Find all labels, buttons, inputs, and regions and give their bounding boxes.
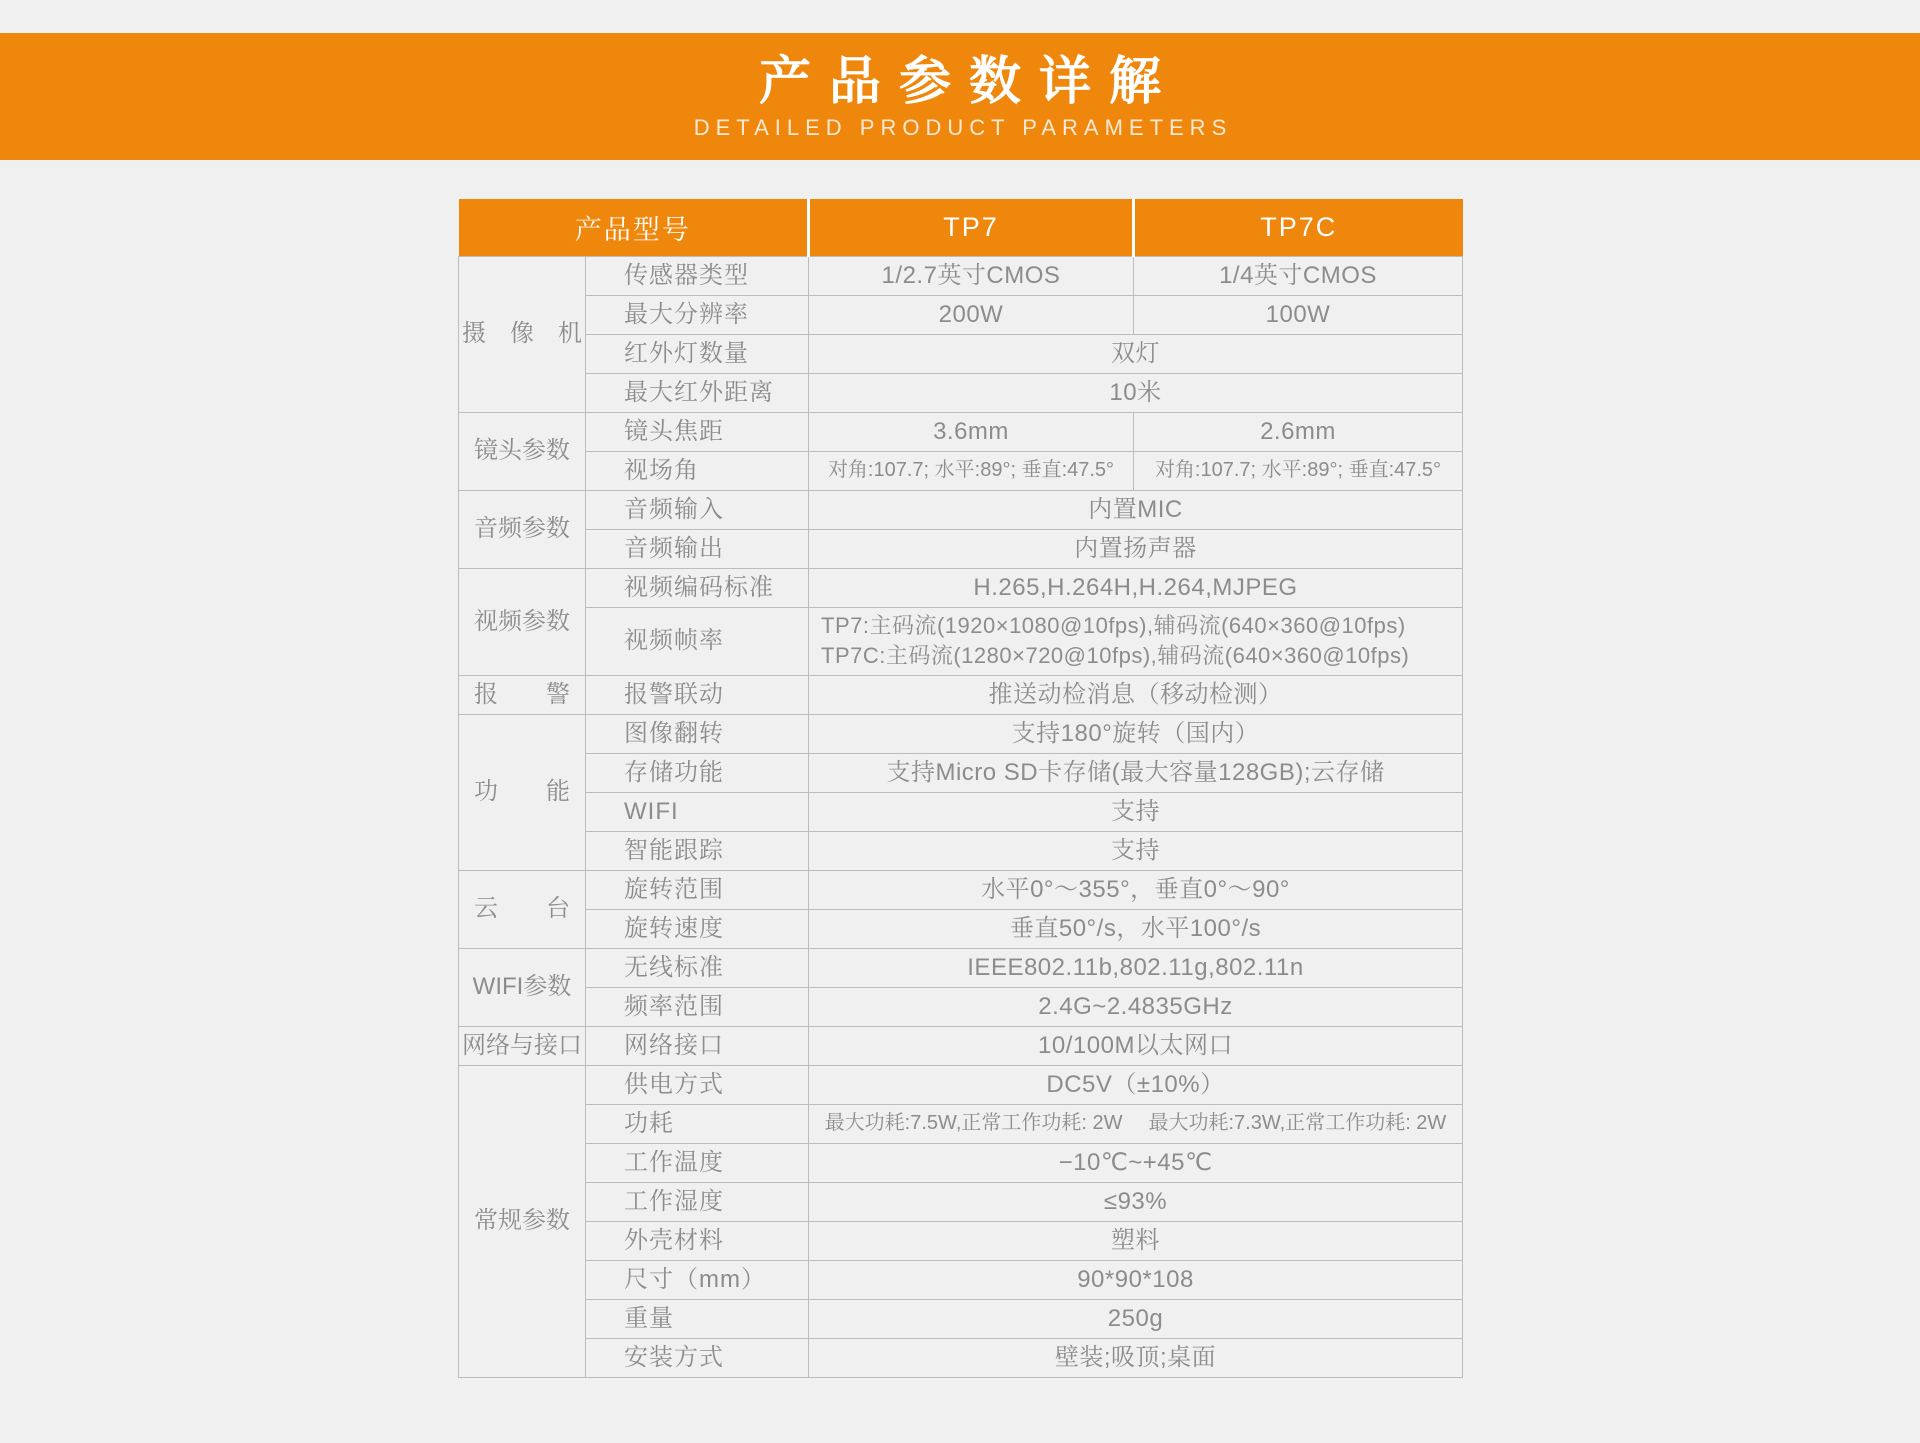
table-row	[459, 490, 1463, 529]
category-wifi-params: WIFI参数	[459, 948, 586, 1026]
value-power	[809, 1104, 1463, 1143]
table-row	[459, 870, 1463, 909]
table-row	[459, 568, 1463, 607]
param-material: 外壳材料	[586, 1221, 809, 1260]
header-row	[459, 199, 1463, 256]
category-network: 网络与接口	[459, 1026, 586, 1065]
param-ir-distance: 最大红外距离	[586, 373, 809, 412]
param-temp: 工作温度	[586, 1143, 809, 1182]
param-rotation-speed: 旋转速度	[586, 909, 809, 948]
category-camera: 摄 像 机	[459, 256, 586, 412]
table-row	[459, 334, 1463, 373]
value-temp: −10℃~+45℃	[809, 1143, 1463, 1182]
value-alarm-link: 推送动检消息（移动检测）	[809, 675, 1463, 714]
category-alarm: 报 警	[459, 675, 586, 714]
param-focal: 镜头焦距	[586, 412, 809, 451]
value-power-tp7c: 最大功耗:7.3W,正常工作功耗: 2W	[1148, 1112, 1447, 1134]
param-sensor: 传感器类型	[586, 256, 809, 295]
category-ptz: 云 台	[459, 870, 586, 948]
value-rotation-speed: 垂直50°/s，水平100°/s	[809, 909, 1463, 948]
value-fov-tp7c: 对角:107.7; 水平:89°; 垂直:47.5°	[1134, 451, 1463, 490]
page-banner	[0, 33, 1920, 160]
param-alarm-link: 报警联动	[586, 675, 809, 714]
table-row	[459, 909, 1463, 948]
value-audio-in: 内置MIC	[809, 490, 1463, 529]
table-row	[459, 1026, 1463, 1065]
table-row	[459, 1338, 1463, 1377]
value-freq: 2.4G~2.4835GHz	[809, 987, 1463, 1026]
value-storage: 支持Micro SD卡存储(最大容量128GB);云存储	[809, 753, 1463, 792]
value-focal-tp7: 3.6mm	[809, 412, 1134, 451]
category-video: 视频参数	[459, 568, 586, 675]
value-power-supply: DC5V（±10%）	[809, 1065, 1463, 1104]
param-resolution: 最大分辨率	[586, 295, 809, 334]
category-audio: 音频参数	[459, 490, 586, 568]
value-framerate-tp7: TP7:主码流(1920×1080@10fps),辅码流(640×360@10fps)	[821, 613, 1406, 638]
value-tracking: 支持	[809, 831, 1463, 870]
param-freq: 频率范围	[586, 987, 809, 1026]
value-humidity: ≤93%	[809, 1182, 1463, 1221]
table-row	[459, 607, 1463, 675]
table-row	[459, 412, 1463, 451]
param-fov: 视场角	[586, 451, 809, 490]
table-row	[459, 1065, 1463, 1104]
table-row	[459, 1143, 1463, 1182]
param-audio-in: 音频输入	[586, 490, 809, 529]
value-size: 90*90*108	[809, 1260, 1463, 1299]
value-weight: 250g	[809, 1299, 1463, 1338]
table-row	[459, 256, 1463, 295]
header-tp7: TP7	[809, 199, 1134, 256]
value-sensor-tp7: 1/2.7英寸CMOS	[809, 256, 1134, 295]
value-codec: H.265,H.264H,H.264,MJPEG	[809, 568, 1463, 607]
param-storage: 存储功能	[586, 753, 809, 792]
table-row	[459, 1221, 1463, 1260]
param-power-supply: 供电方式	[586, 1065, 809, 1104]
value-framerate	[809, 607, 1463, 675]
value-material: 塑料	[809, 1221, 1463, 1260]
page-subtitle: DETAILED PRODUCT PARAMETERS	[693, 115, 1233, 140]
table-row	[459, 948, 1463, 987]
table-row	[459, 753, 1463, 792]
category-features: 功 能	[459, 714, 586, 870]
value-sensor-tp7c: 1/4英寸CMOS	[1134, 256, 1463, 295]
value-wifi: 支持	[809, 792, 1463, 831]
value-resolution-tp7: 200W	[809, 295, 1134, 334]
param-audio-out: 音频输出	[586, 529, 809, 568]
value-audio-out: 内置扬声器	[809, 529, 1463, 568]
value-ethernet: 10/100M以太网口	[809, 1026, 1463, 1065]
spec-table	[458, 199, 1463, 1378]
table-row	[459, 714, 1463, 753]
table-row	[459, 831, 1463, 870]
table-row	[459, 675, 1463, 714]
param-ir-count: 红外灯数量	[586, 334, 809, 373]
table-row	[459, 373, 1463, 412]
param-wifi: WIFI	[586, 792, 809, 831]
param-rotation-range: 旋转范围	[586, 870, 809, 909]
param-flip: 图像翻转	[586, 714, 809, 753]
param-weight: 重量	[586, 1299, 809, 1338]
table-row	[459, 792, 1463, 831]
category-general: 常规参数	[459, 1065, 586, 1377]
value-ir-count: 双灯	[809, 334, 1463, 373]
value-rotation-range: 水平0°～355°，垂直0°～90°	[809, 870, 1463, 909]
table-row	[459, 1104, 1463, 1143]
param-codec: 视频编码标准	[586, 568, 809, 607]
header-model-label: 产品型号	[459, 199, 809, 256]
value-fov-tp7: 对角:107.7; 水平:89°; 垂直:47.5°	[809, 451, 1134, 490]
value-mount: 壁装;吸顶;桌面	[809, 1338, 1463, 1377]
table-row	[459, 295, 1463, 334]
value-resolution-tp7c: 100W	[1134, 295, 1463, 334]
param-tracking: 智能跟踪	[586, 831, 809, 870]
value-framerate-tp7c: TP7C:主码流(1280×720@10fps),辅码流(640×360@10fps)	[821, 643, 1410, 668]
param-humidity: 工作湿度	[586, 1182, 809, 1221]
table-row	[459, 1299, 1463, 1338]
table-row	[459, 987, 1463, 1026]
param-size: 尺寸（mm）	[586, 1260, 809, 1299]
value-flip: 支持180°旋转（国内）	[809, 714, 1463, 753]
param-framerate: 视频帧率	[586, 607, 809, 675]
param-ethernet: 网络接口	[586, 1026, 809, 1065]
value-power-tp7: 最大功耗:7.5W,正常工作功耗: 2W	[824, 1112, 1123, 1134]
param-power: 功耗	[586, 1104, 809, 1143]
param-wireless: 无线标准	[586, 948, 809, 987]
value-wireless: IEEE802.11b,802.11g,802.11n	[809, 948, 1463, 987]
category-lens: 镜头参数	[459, 412, 586, 490]
table-row	[459, 451, 1463, 490]
value-ir-distance: 10米	[809, 373, 1463, 412]
table-row	[459, 529, 1463, 568]
header-tp7c: TP7C	[1134, 199, 1463, 256]
table-row	[459, 1260, 1463, 1299]
value-focal-tp7c: 2.6mm	[1134, 412, 1463, 451]
table-row	[459, 1182, 1463, 1221]
page-title: 产品参数详解	[758, 53, 1179, 111]
param-mount: 安装方式	[586, 1338, 809, 1377]
